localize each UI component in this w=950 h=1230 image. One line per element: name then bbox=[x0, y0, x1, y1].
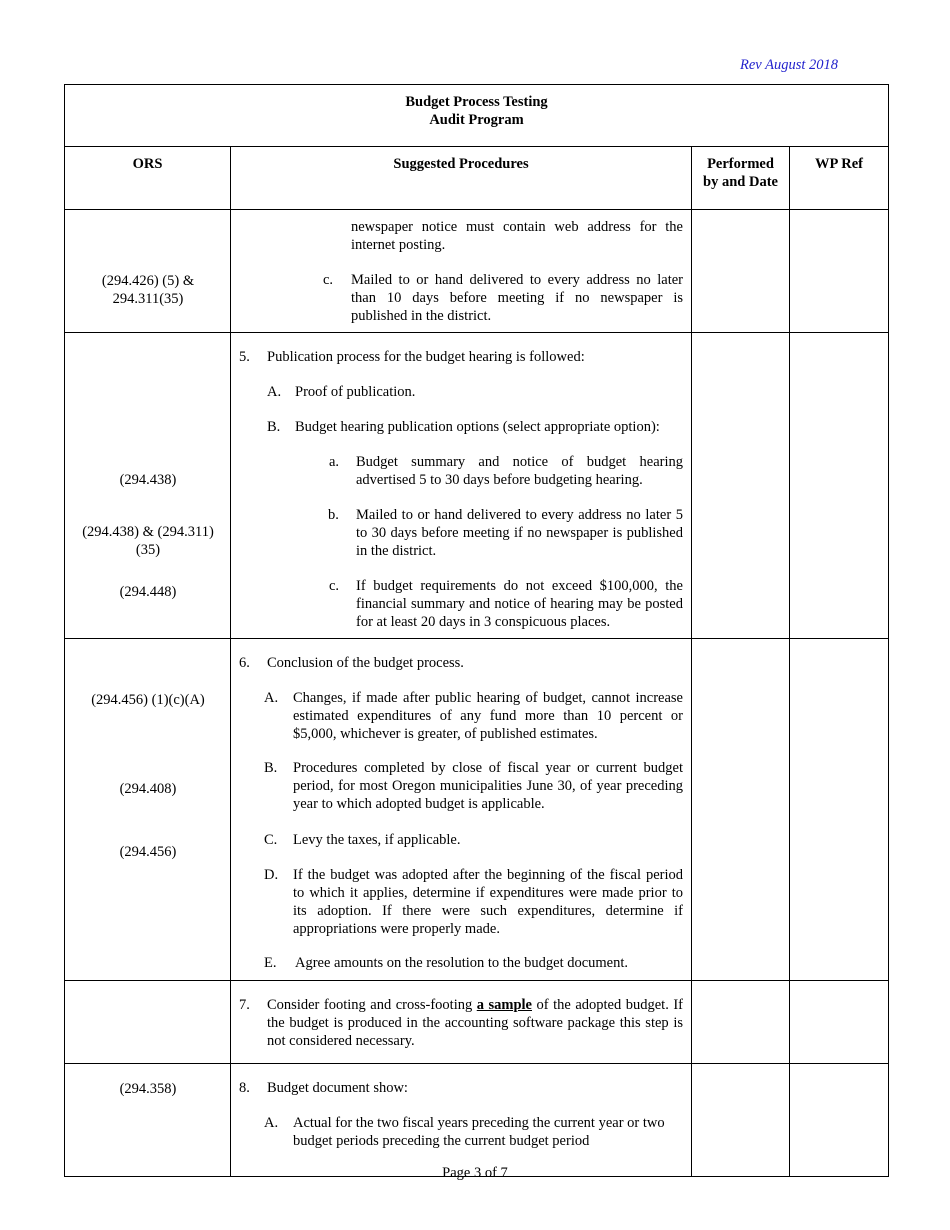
ors-cell bbox=[65, 981, 231, 1064]
procedure-text: If the budget was adopted after the beginning of the fiscal period to which it applies, determine if expenditures were made prior to its adoption. If there were such expenditures, determine if appropriations were properly made. bbox=[293, 867, 683, 937]
procedure-cell bbox=[231, 1064, 692, 1177]
item-label: B. bbox=[267, 419, 281, 435]
table-row bbox=[65, 333, 889, 639]
procedure-text: Agree amounts on the resolution to the budget document. bbox=[295, 955, 629, 971]
table-title bbox=[65, 85, 889, 147]
procedure-cell bbox=[231, 639, 692, 981]
table-row bbox=[65, 639, 889, 981]
procedure-cell bbox=[231, 981, 692, 1064]
page-number: Page 3 of 7 bbox=[442, 1165, 508, 1181]
ors-cell bbox=[65, 333, 231, 639]
table-row bbox=[65, 210, 889, 333]
ors-ref: (294.456) bbox=[119, 844, 177, 860]
ors-ref: (294.448) bbox=[119, 584, 177, 600]
procedure-text: Changes, if made after public hearing of budget, cannot increase estimated expenditures of any fund more than 10 percent or $5,000, whichever is greater, of published estimates. bbox=[293, 690, 683, 742]
table-row bbox=[65, 981, 889, 1064]
performed-cell[interactable] bbox=[692, 210, 790, 333]
item-label: D. bbox=[264, 867, 279, 883]
emphasized-text: a sample bbox=[476, 997, 532, 1013]
column-header-wpref: WP Ref bbox=[790, 147, 889, 210]
ors-ref: (294.358) bbox=[119, 1081, 177, 1097]
item-label: B. bbox=[264, 760, 278, 776]
procedure-text: Budget summary and notice of budget hearing advertised 5 to 30 days before budgeting hearing. bbox=[356, 454, 683, 488]
procedure-cell bbox=[231, 333, 692, 639]
item-label: E. bbox=[264, 955, 277, 971]
procedure-text: If budget requirements do not exceed $100,000, the financial summary and notice of hearing may be posted for at least 20 days in 3 conspicuous places. bbox=[356, 578, 683, 630]
title-line-1: Budget Process Testing bbox=[405, 94, 548, 110]
ors-ref: (294.438) bbox=[119, 472, 177, 488]
table-row bbox=[65, 1064, 889, 1177]
item-label: b. bbox=[328, 507, 339, 523]
procedure-text: newspaper notice must contain web address for the internet posting. bbox=[351, 219, 683, 253]
column-header-performed bbox=[692, 147, 790, 210]
step-number: 6. bbox=[239, 655, 250, 671]
item-label: A. bbox=[264, 1115, 279, 1131]
ors-ref: 294.311(35) bbox=[112, 291, 184, 307]
performed-cell[interactable] bbox=[692, 1064, 790, 1177]
procedure-text: Budget hearing publication options (select appropriate option): bbox=[295, 419, 660, 435]
step-heading: Budget document show: bbox=[267, 1080, 408, 1096]
performed-cell[interactable] bbox=[692, 981, 790, 1064]
ors-ref: (294.408) bbox=[119, 781, 177, 797]
ors-ref: (35) bbox=[135, 542, 161, 558]
text-after: of the adopted budget. If the budget is produced in the accounting software package this step is not considered necessary. bbox=[267, 997, 683, 1049]
revision-date: Rev August 2018 bbox=[740, 57, 838, 73]
step-number: 7. bbox=[239, 997, 250, 1013]
title-line-2: Audit Program bbox=[429, 112, 524, 128]
procedure-text: Levy the taxes, if applicable. bbox=[293, 832, 461, 848]
ors-cell bbox=[65, 210, 231, 333]
item-label: A. bbox=[267, 384, 282, 400]
wpref-cell[interactable] bbox=[790, 333, 889, 639]
step-number: 8. bbox=[239, 1080, 250, 1096]
ors-ref: (294.456) (1)(c)(A) bbox=[91, 692, 205, 708]
ors-cell bbox=[65, 1064, 231, 1177]
column-header-ors: ORS bbox=[65, 147, 231, 210]
procedure-text: Mailed to or hand delivered to every address no later 5 to 30 days before meeting if no newspaper is published in the district. bbox=[356, 507, 683, 559]
step-heading: Publication process for the budget hearing is followed: bbox=[267, 349, 585, 365]
audit-program-table bbox=[64, 84, 889, 1177]
procedure-cell bbox=[231, 210, 692, 333]
wpref-cell[interactable] bbox=[790, 1064, 889, 1177]
text-before: Consider footing and cross-footing bbox=[267, 997, 477, 1013]
procedure-text: Mailed to or hand delivered to every address no later than 10 days before meeting if no newspaper is published in the district. bbox=[351, 272, 683, 324]
step-number: 5. bbox=[239, 349, 250, 365]
performed-line-1: Performed bbox=[707, 156, 774, 172]
performed-cell[interactable] bbox=[692, 333, 790, 639]
step-heading: Conclusion of the budget process. bbox=[267, 655, 464, 671]
ors-ref: (294.426) (5) & bbox=[101, 273, 195, 289]
column-header-procedures: Suggested Procedures bbox=[231, 147, 692, 210]
item-label: A. bbox=[264, 690, 279, 706]
wpref-cell[interactable] bbox=[790, 210, 889, 333]
item-label: c. bbox=[329, 578, 340, 594]
performed-cell[interactable] bbox=[692, 639, 790, 981]
procedure-text: Procedures completed by close of fiscal year or current budget period, for most Oregon municipalities June 30, of year preceding year to which adopted budget is applicable. bbox=[293, 760, 683, 812]
procedure-text bbox=[267, 996, 683, 1050]
wpref-cell[interactable] bbox=[790, 981, 889, 1064]
wpref-cell[interactable] bbox=[790, 639, 889, 981]
item-label: c. bbox=[323, 272, 334, 288]
ors-ref: (294.438) & (294.311) bbox=[82, 524, 214, 540]
procedure-text: Actual for the two fiscal years preceding the current year or two budget periods preceding the current budget period bbox=[293, 1115, 665, 1149]
procedure-text: Proof of publication. bbox=[295, 384, 416, 400]
item-label: a. bbox=[329, 454, 340, 470]
item-label: C. bbox=[264, 832, 278, 848]
ors-cell bbox=[65, 639, 231, 981]
performed-line-2: by and Date bbox=[703, 174, 778, 190]
